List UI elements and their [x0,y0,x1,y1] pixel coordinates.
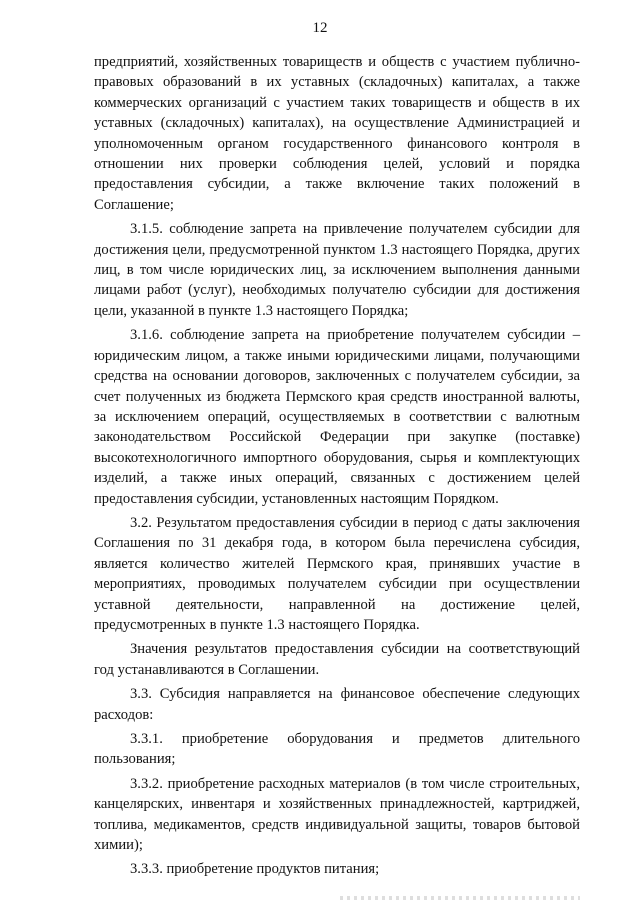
paragraph-3-1-5: 3.1.5. соблюдение запрета на привлечение получателем субсидии для достижения цели, предусмотренной пунктом 1.3 настоящего Порядка, других лиц, в том числе юридических лиц, за исключением выполнения данными лицами работ (услуг), необходимых получателю субсидии для достижения цели, указанной в пункте 1.3 настоящего Порядка; [94,221,580,319]
paragraph-3-1-6: 3.1.6. соблюдение запрета на приобретение получателем субсидии – юридическим лицом, а также иными юридическими лицами, получающими средства на основании договоров, заключенных с получателем субсидии, за счет полученных из бюджета Пермского края средств иностранной валюты, за исключением операций, осуществляемых в соответствии с валютным законодательством Российской Федерации при закупке (поставке) высокотехнологичного импортного оборудования, сырья и комплектующих изделий, а также иных операций, связанных с достижением целей предоставления субсидии, установленных настоящим Порядком. [94,327,580,507]
paragraph-3-3: 3.3. Субсидия направляется на финансовое обеспечение следующих расходов: [94,686,580,723]
paragraph-continuation: предприятий, хозяйственных товариществ и обществ с участием публично-правовых образований в их уставных (складочных) капиталах, а также коммерческих организаций с участием таких товариществ и обществ в их уставных (складочных) капиталах), на осуществление Администрацией и уполномоченным органом государственного финансового контроля в отношении них проверки соблюдения целей, условий и порядка предоставления субсидии, а также включение таких положений в Соглашение; [94,54,580,213]
document-body [94,52,580,880]
paragraph-results-values: Значения результатов предоставления субсидии на соответствующий год устанавливаются в Соглашении. [94,641,580,678]
paragraph-3-2: 3.2. Результатом предоставления субсидии в период с даты заключения Соглашения по 31 декабря года, в котором была перечислена субсидия, является количество жителей Пермского края, принявших участие в мероприятиях, проводимых получателем субсидии при осуществлении уставной деятельности, направленной на достижение целей, предусмотренных в пункте 1.3 настоящего Порядка. [94,514,580,633]
scan-artifact [340,896,580,900]
paragraph-3-3-3: 3.3.3. приобретение продуктов питания; [130,861,380,878]
paragraph-3-3-1: 3.3.1. приобретение оборудования и предметов длительного пользования; [94,731,580,768]
page-number: 12 [312,20,328,36]
paragraph-3-3-2: 3.3.2. приобретение расходных материалов (в том числе строительных, канцелярских, инвентаря и хозяйственных принадлежностей, картриджей, топлива, медикаментов, средств индивидуальной защиты, товаров бытовой химии); [94,775,580,854]
